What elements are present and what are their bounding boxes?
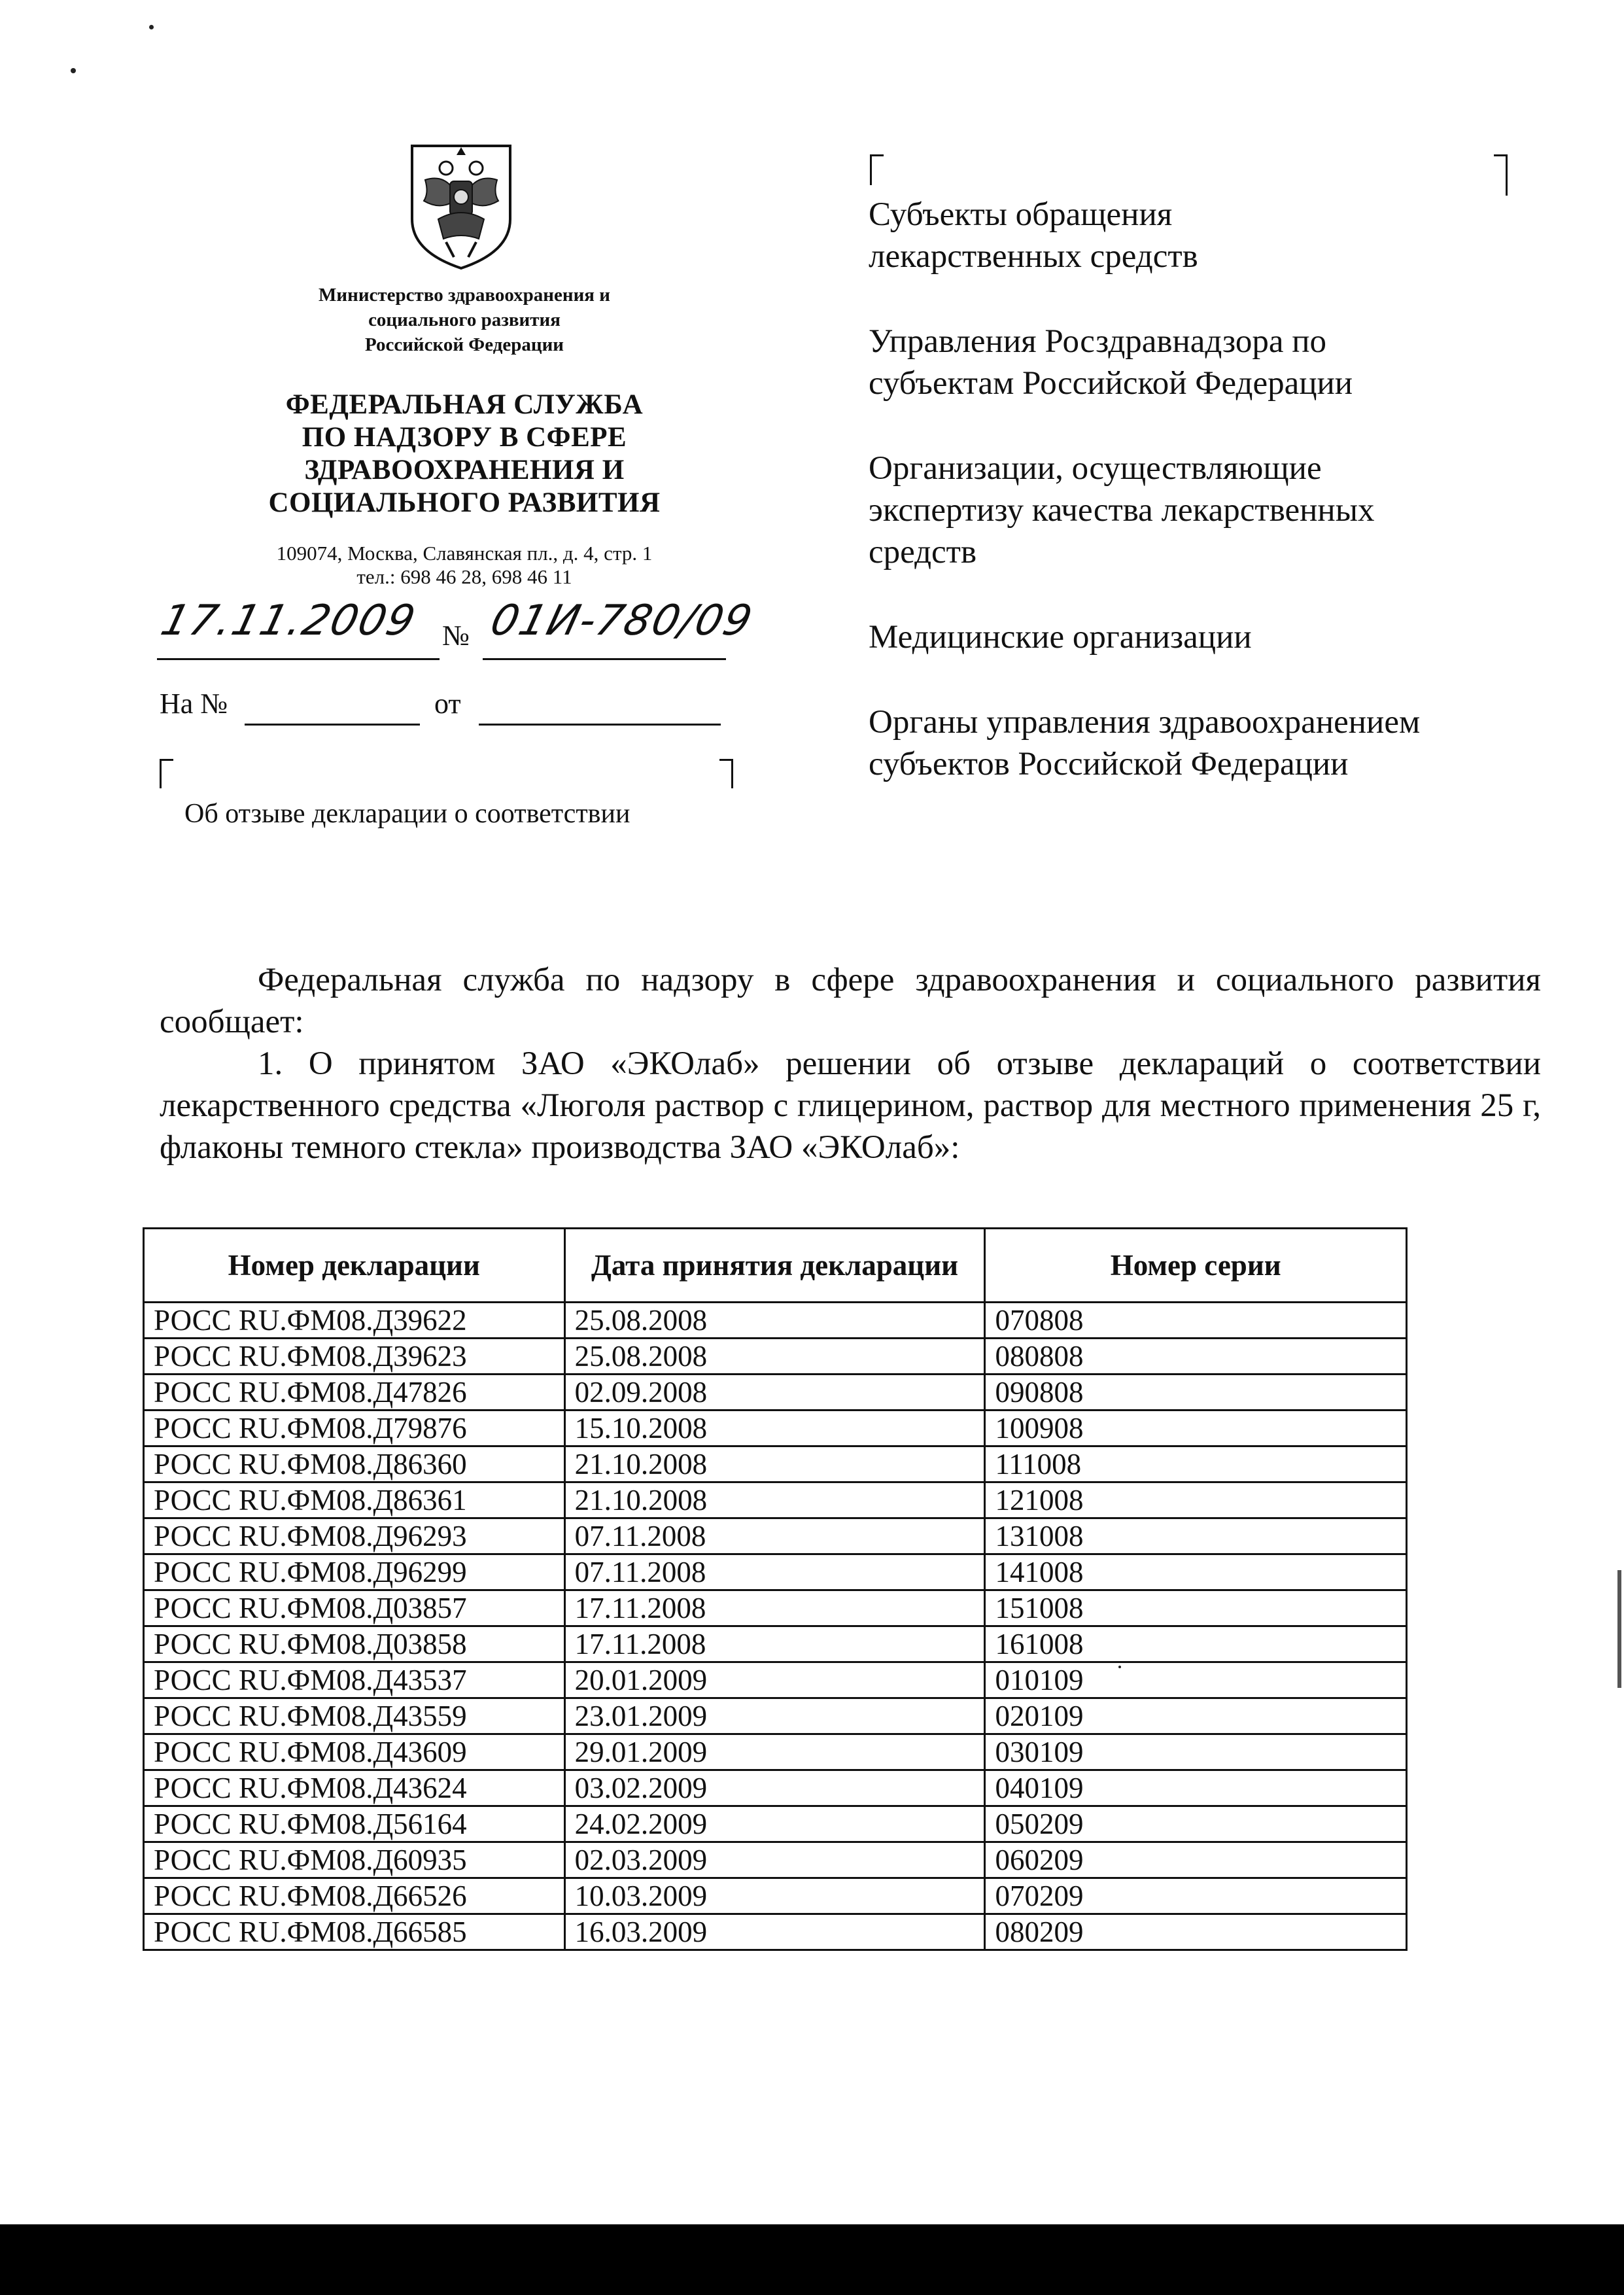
cell-declaration-number: РОСС RU.ФМ08.Д43624 bbox=[144, 1770, 565, 1806]
header-declaration-number: Номер декларации bbox=[144, 1229, 565, 1303]
letter-subject: Об отзыве декларации о соответствии bbox=[184, 799, 631, 829]
cell-declaration-date: 02.09.2008 bbox=[564, 1375, 985, 1410]
service-name bbox=[209, 389, 719, 519]
cell-declaration-number: РОСС RU.ФМ08.Д56164 bbox=[144, 1806, 565, 1842]
addressee-line: экспертизу качества лекарственных bbox=[869, 492, 1375, 529]
table-row bbox=[144, 1339, 1407, 1375]
reference-number-blank bbox=[245, 724, 420, 726]
addressee-line: Организации, осуществляющие bbox=[869, 450, 1322, 487]
addressee-bracket-right bbox=[1494, 154, 1508, 196]
table-row bbox=[144, 1770, 1407, 1806]
cell-declaration-number: РОСС RU.ФМ08.Д60935 bbox=[144, 1842, 565, 1878]
table-row bbox=[144, 1662, 1407, 1698]
cell-batch-number: 030109 bbox=[985, 1734, 1407, 1770]
table-row bbox=[144, 1806, 1407, 1842]
letter-body bbox=[160, 959, 1541, 1168]
cell-declaration-number: РОСС RU.ФМ08.Д96299 bbox=[144, 1554, 565, 1590]
addressee-group bbox=[869, 321, 1562, 404]
cell-declaration-date: 10.03.2009 bbox=[564, 1878, 985, 1914]
cell-declaration-number: РОСС RU.ФМ08.Д86361 bbox=[144, 1482, 565, 1518]
table-row bbox=[144, 1590, 1407, 1626]
intro-paragraph: Федеральная служба по надзору в сфере здравоохранения и социального развития сообщает: bbox=[160, 962, 1541, 1040]
scan-speck bbox=[149, 25, 154, 29]
scan-edge-mark bbox=[1617, 1570, 1621, 1688]
reference-number-label: На № bbox=[160, 688, 228, 720]
cell-declaration-date: 24.02.2009 bbox=[564, 1806, 985, 1842]
item-1-paragraph: 1. О принятом ЗАО «ЭКОлаб» решении об отзыве деклараций о соответствии лекарственного средства «Люголя раствор с глицерином, раствор для местного применения 25 г, флаконы темного стекла» производства ЗАО «ЭКОлаб»: bbox=[160, 1045, 1541, 1166]
cell-declaration-number: РОСС RU.ФМ08.Д43609 bbox=[144, 1734, 565, 1770]
table-row bbox=[144, 1734, 1407, 1770]
table-row bbox=[144, 1878, 1407, 1914]
declarations-table bbox=[143, 1227, 1408, 1951]
table-row bbox=[144, 1554, 1407, 1590]
subject-bracket-left bbox=[160, 759, 173, 788]
address-line: 109074, Москва, Славянская пл., д. 4, стр. 1 bbox=[276, 542, 653, 565]
phone-line: тел.: 698 46 28, 698 46 11 bbox=[356, 565, 572, 588]
number-underline bbox=[483, 658, 726, 660]
table-row bbox=[144, 1375, 1407, 1410]
cell-declaration-number: РОСС RU.ФМ08.Д66526 bbox=[144, 1878, 565, 1914]
cell-batch-number: 121008 bbox=[985, 1482, 1407, 1518]
addressee-line: субъектов Российской Федерации bbox=[869, 746, 1349, 782]
addressee-group bbox=[869, 194, 1562, 277]
ministry-line: социального развития bbox=[368, 309, 561, 330]
cell-declaration-number: РОСС RU.ФМ08.Д43537 bbox=[144, 1662, 565, 1698]
reference-date-blank bbox=[479, 724, 721, 726]
registration-number: 01И-780/09 bbox=[485, 597, 758, 645]
cell-declaration-number: РОСС RU.ФМ08.Д79876 bbox=[144, 1410, 565, 1446]
cell-declaration-number: РОСС RU.ФМ08.Д96293 bbox=[144, 1518, 565, 1554]
cell-declaration-date: 17.11.2008 bbox=[564, 1626, 985, 1662]
addressee-line: субъектам Российской Федерации bbox=[869, 365, 1353, 402]
addressee-line: Органы управления здравоохранением bbox=[869, 704, 1421, 741]
registration-date: 17.11.2009 bbox=[156, 597, 421, 645]
ministry-name bbox=[249, 283, 680, 357]
cell-batch-number: 131008 bbox=[985, 1518, 1407, 1554]
service-line: ПО НАДЗОРУ В СФЕРЕ bbox=[302, 422, 627, 453]
table-row bbox=[144, 1303, 1407, 1339]
cell-batch-number: 141008 bbox=[985, 1554, 1407, 1590]
cell-batch-number: 050209 bbox=[985, 1806, 1407, 1842]
service-line: ФЕДЕРАЛЬНАЯ СЛУЖБА bbox=[285, 389, 644, 420]
cell-declaration-number: РОСС RU.ФМ08.Д03858 bbox=[144, 1626, 565, 1662]
cell-declaration-date: 17.11.2008 bbox=[564, 1590, 985, 1626]
cell-batch-number: 090808 bbox=[985, 1375, 1407, 1410]
cell-batch-number: 151008 bbox=[985, 1590, 1407, 1626]
cell-batch-number: 040109 bbox=[985, 1770, 1407, 1806]
table-row bbox=[144, 1518, 1407, 1554]
ministry-line: Министерство здравоохранения и bbox=[319, 285, 610, 306]
table-row bbox=[144, 1446, 1407, 1482]
addressee-group bbox=[869, 447, 1562, 573]
cell-declaration-date: 03.02.2009 bbox=[564, 1770, 985, 1806]
cell-declaration-date: 02.03.2009 bbox=[564, 1842, 985, 1878]
service-line: СОЦИАЛЬНОГО РАЗВИТИЯ bbox=[268, 487, 661, 518]
addressee-line: Медицинские организации bbox=[869, 619, 1252, 656]
service-line: ЗДРАВООХРАНЕНИЯ И bbox=[304, 455, 625, 485]
cell-declaration-date: 25.08.2008 bbox=[564, 1303, 985, 1339]
cell-declaration-number: РОСС RU.ФМ08.Д43559 bbox=[144, 1698, 565, 1734]
cell-declaration-date: 07.11.2008 bbox=[564, 1518, 985, 1554]
cell-declaration-number: РОСС RU.ФМ08.Д86360 bbox=[144, 1446, 565, 1482]
cell-declaration-date: 21.10.2008 bbox=[564, 1482, 985, 1518]
cell-declaration-date: 15.10.2008 bbox=[564, 1410, 985, 1446]
cell-declaration-date: 07.11.2008 bbox=[564, 1554, 985, 1590]
cell-batch-number: 080209 bbox=[985, 1914, 1407, 1950]
table-row bbox=[144, 1410, 1407, 1446]
header-declaration-date: Дата принятия декларации bbox=[564, 1229, 985, 1303]
table-row bbox=[144, 1482, 1407, 1518]
cell-batch-number: 080808 bbox=[985, 1339, 1407, 1375]
cell-declaration-number: РОСС RU.ФМ08.Д39623 bbox=[144, 1339, 565, 1375]
cell-declaration-number: РОСС RU.ФМ08.Д47826 bbox=[144, 1375, 565, 1410]
cell-batch-number: 020109 bbox=[985, 1698, 1407, 1734]
addressee-line: Субъекты обращения bbox=[869, 196, 1173, 233]
addressee-group bbox=[869, 616, 1562, 658]
cell-batch-number: 070209 bbox=[985, 1878, 1407, 1914]
date-underline bbox=[157, 658, 440, 660]
table-header-row bbox=[144, 1229, 1407, 1303]
cell-declaration-date: 23.01.2009 bbox=[564, 1698, 985, 1734]
cell-declaration-date: 21.10.2008 bbox=[564, 1446, 985, 1482]
cell-declaration-date: 25.08.2008 bbox=[564, 1339, 985, 1375]
number-sign: № bbox=[442, 620, 470, 652]
cell-declaration-number: РОСС RU.ФМ08.Д66585 bbox=[144, 1914, 565, 1950]
table-row bbox=[144, 1842, 1407, 1878]
addressee-line: лекарственных средств bbox=[869, 238, 1198, 275]
cell-declaration-date: 20.01.2009 bbox=[564, 1662, 985, 1698]
coat-of-arms-emblem bbox=[406, 141, 517, 272]
cell-batch-number: 010109 bbox=[985, 1662, 1407, 1698]
addressee-bracket-left bbox=[870, 154, 884, 185]
table-row bbox=[144, 1626, 1407, 1662]
table-row bbox=[144, 1914, 1407, 1950]
reference-from-label: от bbox=[434, 688, 461, 720]
header-batch-number: Номер серии bbox=[985, 1229, 1407, 1303]
cell-batch-number: 100908 bbox=[985, 1410, 1407, 1446]
subject-bracket-right bbox=[719, 759, 733, 788]
table-row bbox=[144, 1698, 1407, 1734]
scan-speck bbox=[71, 68, 76, 73]
scan-bottom-border bbox=[0, 2224, 1624, 2295]
addressee-list bbox=[869, 194, 1562, 828]
addressee-line: Управления Росздравнадзора по bbox=[869, 323, 1327, 360]
ministry-line: Российской Федерации bbox=[364, 334, 564, 355]
cell-batch-number: 060209 bbox=[985, 1842, 1407, 1878]
cell-declaration-date: 16.03.2009 bbox=[564, 1914, 985, 1950]
service-address bbox=[196, 542, 733, 589]
cell-declaration-number: РОСС RU.ФМ08.Д39622 bbox=[144, 1303, 565, 1339]
cell-batch-number: 070808 bbox=[985, 1303, 1407, 1339]
cell-batch-number: 161008 bbox=[985, 1626, 1407, 1662]
cell-batch-number: 111008 bbox=[985, 1446, 1407, 1482]
addressee-line: средств bbox=[869, 534, 977, 570]
cell-declaration-number: РОСС RU.ФМ08.Д03857 bbox=[144, 1590, 565, 1626]
cell-declaration-date: 29.01.2009 bbox=[564, 1734, 985, 1770]
addressee-group bbox=[869, 701, 1562, 785]
